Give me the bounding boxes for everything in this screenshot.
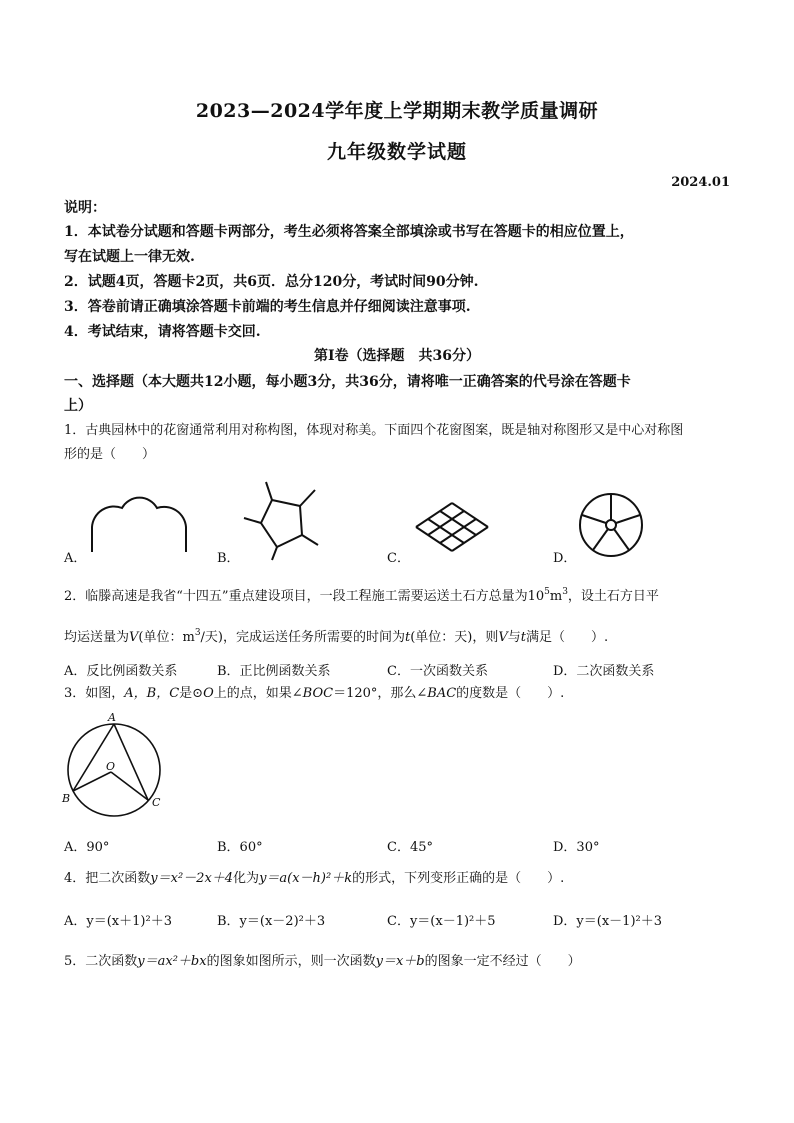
exam-title: 2023—2024学年度上学期期末教学质量调研 bbox=[195, 100, 599, 122]
q1-option-d[interactable]: D． bbox=[553, 551, 577, 566]
q4-option-c[interactable]: C．y＝(x－1)²＋5 bbox=[387, 914, 496, 929]
q2-option-a[interactable]: A．反比例函数关系 bbox=[64, 664, 178, 679]
exam-date: 2024.01 bbox=[671, 175, 730, 190]
q1-stem-line2: 形的是（ ） bbox=[64, 447, 156, 462]
q3-stem: 3．如图，A，B，C是⊙O上的点，如果∠BOC＝120°，那么∠BAC的度数是（ ）. bbox=[64, 686, 565, 701]
section-title: 第Ⅰ卷（选择题 共36分） bbox=[313, 348, 481, 364]
q4-option-a[interactable]: A．y＝(x＋1)²＋3 bbox=[64, 914, 172, 929]
chord-ac bbox=[114, 724, 148, 800]
note-line-2: 写在试题上一律无效. bbox=[64, 249, 195, 265]
point-label-o: O bbox=[106, 760, 116, 773]
note-line-1: 1．本试卷分试题和答题卡两部分，考生必须将答案全部填涂或书写在答题卡的相应位置上， bbox=[64, 224, 634, 240]
q1-option-c[interactable]: C． bbox=[387, 551, 410, 566]
note-line-3: 2．试题4页，答题卡2页，共6页．总分120分，考试时间90分钟. bbox=[64, 274, 479, 290]
q2-option-b[interactable]: B．正比例函数关系 bbox=[217, 664, 331, 679]
q3-option-a[interactable]: A．90° bbox=[64, 840, 110, 855]
notes-label: 说明： bbox=[64, 200, 106, 216]
q3-option-b[interactable]: B．60° bbox=[217, 840, 263, 855]
q3-option-c[interactable]: C．45° bbox=[387, 840, 433, 855]
section-instruction-cont: 上） bbox=[64, 398, 92, 414]
point-label-c: C bbox=[152, 796, 161, 809]
q2-option-d[interactable]: D．二次函数关系 bbox=[553, 664, 655, 679]
q2-stem-line2: 均运送量为V(单位：$m^3/$天)，完成运送任务所需要的时间为t(单位：天)，则V与t满足（ ）. bbox=[64, 628, 609, 645]
q1-option-b[interactable]: B． bbox=[217, 551, 240, 566]
q4-option-b[interactable]: B．y＝(x－2)²＋3 bbox=[217, 914, 326, 929]
q4-option-d[interactable]: D．y＝(x－1)²＋3 bbox=[553, 914, 662, 929]
q1-option-a[interactable]: A． bbox=[64, 551, 87, 566]
point-label-b: B bbox=[62, 792, 71, 805]
point-label-a: A bbox=[108, 711, 116, 724]
q4-stem: 4．把二次函数y＝x²－2x＋4化为y＝a(x－h)²＋k的形式，下列变形正确的是（ ）. bbox=[64, 871, 565, 886]
note-line-4: 3．答卷前请正确填涂答题卡前端的考生信息并仔细阅读注意事项. bbox=[64, 299, 471, 315]
note-line-5: 4．考试结束，请将答题卡交回. bbox=[64, 324, 261, 340]
q2-option-c[interactable]: C．一次函数关系 bbox=[387, 664, 488, 679]
q2-stem-line1: 2．临滕高速是我省“十四五”重点建设项目，一段工程施工需要运送土石方总量为$10^5m^3$，设土石方日平 bbox=[64, 587, 659, 604]
section-instruction: 一、选择题（本大题共12小题，每小题3分，共36分，请将唯一正确答案的代号涂在答题卡 bbox=[64, 374, 631, 390]
q1-stem-line1: 1．古典园林中的花窗通常利用对称构图，体现对称美。下面四个花窗图案，既是轴对称图形又是中心对称图 bbox=[64, 423, 684, 438]
q3-option-d[interactable]: D．30° bbox=[553, 840, 600, 855]
exam-subtitle: 九年级数学试题 bbox=[326, 141, 467, 163]
q5-stem: 5．二次函数y＝ax²＋bx的图象如图所示，则一次函数y＝x＋b的图象一定不经过（ ） bbox=[64, 954, 581, 969]
